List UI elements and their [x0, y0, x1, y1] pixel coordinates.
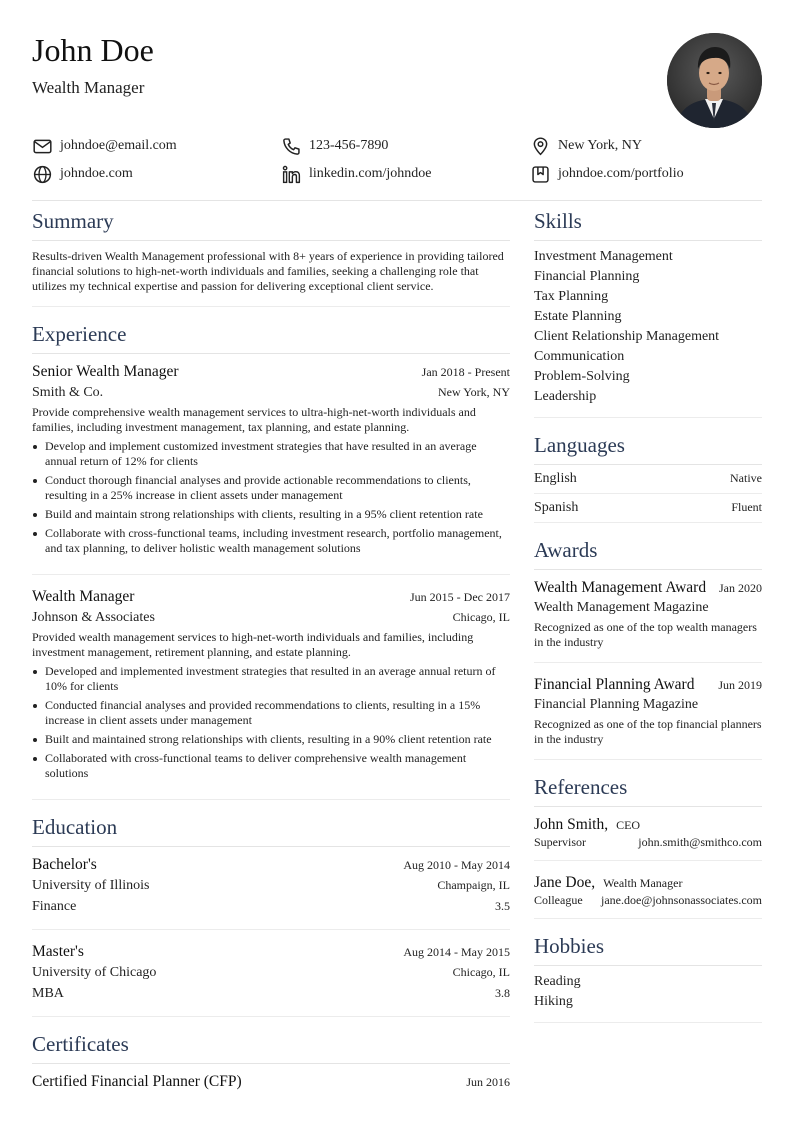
skill-item: Investment Management [534, 249, 673, 264]
phone-icon [281, 136, 302, 157]
award-title: Wealth Management Award [534, 579, 707, 596]
resume-header [32, 32, 762, 132]
mail-icon [32, 136, 53, 157]
skill-item: Communication [534, 349, 625, 364]
experience-heading: Experience [32, 321, 510, 354]
reference-entry [534, 807, 762, 861]
reference-relation: Supervisor [534, 835, 586, 849]
education-heading: Education [32, 814, 510, 847]
school-location: Chicago, IL [452, 965, 510, 979]
globe-icon [32, 164, 53, 185]
skills-heading: Skills [534, 208, 762, 241]
reference-name: Jane Doe, [534, 874, 596, 891]
job-bullet: Developed and implemented investment strategies that resulted in an average annual return of 10% for clients [32, 664, 510, 694]
job-location: New York, NY [437, 385, 510, 399]
degree: Master's [32, 943, 84, 960]
job-entry [32, 354, 510, 575]
school: University of Chicago [32, 965, 157, 980]
job-bullet: Conducted financial analyses and provided recommendations to clients, resulting in a 15% increase in client assets under management [32, 698, 510, 728]
candidate-name: John Doe [32, 32, 154, 68]
education-dates: Aug 2014 - May 2015 [403, 945, 510, 959]
summary-text: Results-driven Wealth Management professional with 8+ years of experience in providing tailored financial solutions to high-net-worth individuals and families, seeking a challenging role that utilizes my technical expertise and passion for delivering exceptional client service. [32, 249, 504, 293]
job-bullet: Conduct thorough financial analyses and provide actionable recommendations to clients, resulting in a 25% increase in client assets under management [32, 473, 510, 503]
job-bullets [32, 664, 510, 781]
hobbies-list [534, 966, 762, 1023]
side-column [534, 208, 762, 1023]
phone-text: 123-456-7890 [309, 138, 389, 153]
skill-item: Leadership [534, 389, 597, 404]
award-title: Financial Planning Award [534, 676, 695, 693]
job-dates: Jan 2018 - Present [421, 365, 510, 379]
skills-list [534, 241, 762, 418]
skills-section [534, 208, 762, 418]
school: University of Illinois [32, 878, 150, 893]
certificate-name: Certified Financial Planner (CFP) [32, 1073, 242, 1090]
job-bullets [32, 439, 510, 556]
job-bullet: Built and maintained strong relationships with clients, resulting in a 90% client retention rate [32, 732, 510, 747]
summary-heading: Summary [32, 208, 510, 241]
education-entry [32, 847, 510, 930]
job-bullet: Build and maintain strong relationships with clients, resulting in a 95% client retention rate [32, 507, 510, 522]
job-title: Wealth Manager [32, 588, 135, 605]
language-name: Spanish [534, 500, 579, 515]
field-of-study: MBA [32, 986, 64, 1001]
job-location: Chicago, IL [452, 610, 510, 624]
award-date: Jun 2019 [718, 678, 762, 692]
certificates-section [32, 1031, 510, 1098]
gpa: 3.8 [495, 986, 510, 1000]
portfolio-icon [530, 164, 551, 185]
skill-item: Problem-Solving [534, 369, 630, 384]
website-text: johndoe.com [60, 166, 133, 181]
certificate-date: Jun 2016 [466, 1075, 510, 1089]
field-of-study: Finance [32, 899, 77, 914]
education-dates: Aug 2010 - May 2014 [403, 858, 510, 872]
job-bullet: Collaborate with cross-functional teams, including investment research, portfolio management, and tax planning, to deliver holistic wealth management solutions [32, 526, 510, 556]
language-level: Native [730, 471, 762, 485]
experience-section [32, 321, 510, 800]
language-item [534, 465, 762, 494]
education-section [32, 814, 510, 1017]
contact-linkedin[interactable] [281, 162, 431, 186]
award-issuer: Wealth Management Magazine [534, 600, 709, 615]
linkedin-icon [281, 164, 302, 185]
email-text: johndoe@email.com [60, 138, 177, 153]
award-date: Jan 2020 [719, 581, 762, 595]
hobbies-heading: Hobbies [534, 933, 762, 966]
skill-item: Estate Planning [534, 309, 622, 324]
award-issuer: Financial Planning Magazine [534, 697, 699, 712]
header-divider [32, 200, 762, 201]
language-name: English [534, 471, 577, 486]
education-entry [32, 930, 510, 1017]
languages-section [534, 432, 762, 523]
summary-section [32, 208, 510, 307]
reference-position: CEO [616, 818, 641, 832]
languages-heading: Languages [534, 432, 762, 465]
contact-info [32, 134, 762, 190]
contact-location [530, 134, 642, 158]
award-entry [534, 570, 762, 663]
hobby-item: Reading [534, 974, 581, 989]
job-entry [32, 575, 510, 800]
portfolio-text: johndoe.com/portfolio [558, 166, 684, 181]
reference-name: John Smith, [534, 816, 609, 833]
degree: Bachelor's [32, 856, 97, 873]
contact-email[interactable] [32, 134, 177, 158]
school-location: Champaign, IL [437, 878, 510, 892]
reference-relation: Colleague [534, 893, 583, 907]
skill-item: Client Relationship Management [534, 329, 720, 344]
contact-website[interactable] [32, 162, 133, 186]
job-description: Provide comprehensive wealth management services to ultra-high-net-worth individuals and families, including investment management, tax planning, and estate planning. [32, 405, 476, 434]
contact-portfolio[interactable] [530, 162, 684, 186]
job-bullet: Collaborated with cross-functional teams to deliver comprehensive wealth management solutions [32, 751, 510, 781]
resume-page [32, 0, 762, 1123]
reference-email[interactable]: john.smith@smithco.com [638, 835, 762, 849]
reference-entry [534, 861, 762, 919]
location-pin-icon [530, 136, 551, 157]
skill-item: Tax Planning [534, 289, 609, 304]
location-text: New York, NY [558, 138, 643, 153]
job-company: Johnson & Associates [32, 610, 155, 625]
candidate-title: Wealth Manager [32, 78, 145, 97]
avatar-portrait [667, 33, 762, 128]
certificates-heading: Certificates [32, 1031, 510, 1064]
job-dates: Jun 2015 - Dec 2017 [410, 590, 510, 604]
job-description: Provided wealth management services to high-net-worth individuals and families, including investment management, retirement planning, and estate planning. [32, 630, 474, 659]
gpa: 3.5 [495, 899, 510, 913]
reference-email[interactable]: jane.doe@johnsonassociates.com [600, 893, 762, 907]
award-description: Recognized as one of the top financial planners in the industry [534, 717, 762, 746]
certificate-entry [32, 1064, 510, 1098]
job-title: Senior Wealth Manager [32, 363, 179, 380]
main-column [32, 208, 510, 1098]
profile-photo [667, 33, 762, 128]
language-level: Fluent [731, 500, 762, 514]
awards-heading: Awards [534, 537, 762, 570]
skill-item: Financial Planning [534, 269, 640, 284]
language-item [534, 494, 762, 523]
reference-position: Wealth Manager [603, 876, 683, 890]
award-entry [534, 663, 762, 760]
references-section [534, 774, 762, 919]
awards-section [534, 537, 762, 760]
job-company: Smith & Co. [32, 385, 104, 400]
hobby-item: Hiking [534, 994, 573, 1009]
contact-phone[interactable] [281, 134, 388, 158]
award-description: Recognized as one of the top wealth managers in the industry [534, 620, 757, 649]
linkedin-text: linkedin.com/johndoe [309, 166, 432, 181]
references-heading: References [534, 774, 762, 807]
job-bullet: Develop and implement customized investment strategies that have resulted in an average annual return of 12% for clients [32, 439, 510, 469]
hobbies-section [534, 933, 762, 1023]
